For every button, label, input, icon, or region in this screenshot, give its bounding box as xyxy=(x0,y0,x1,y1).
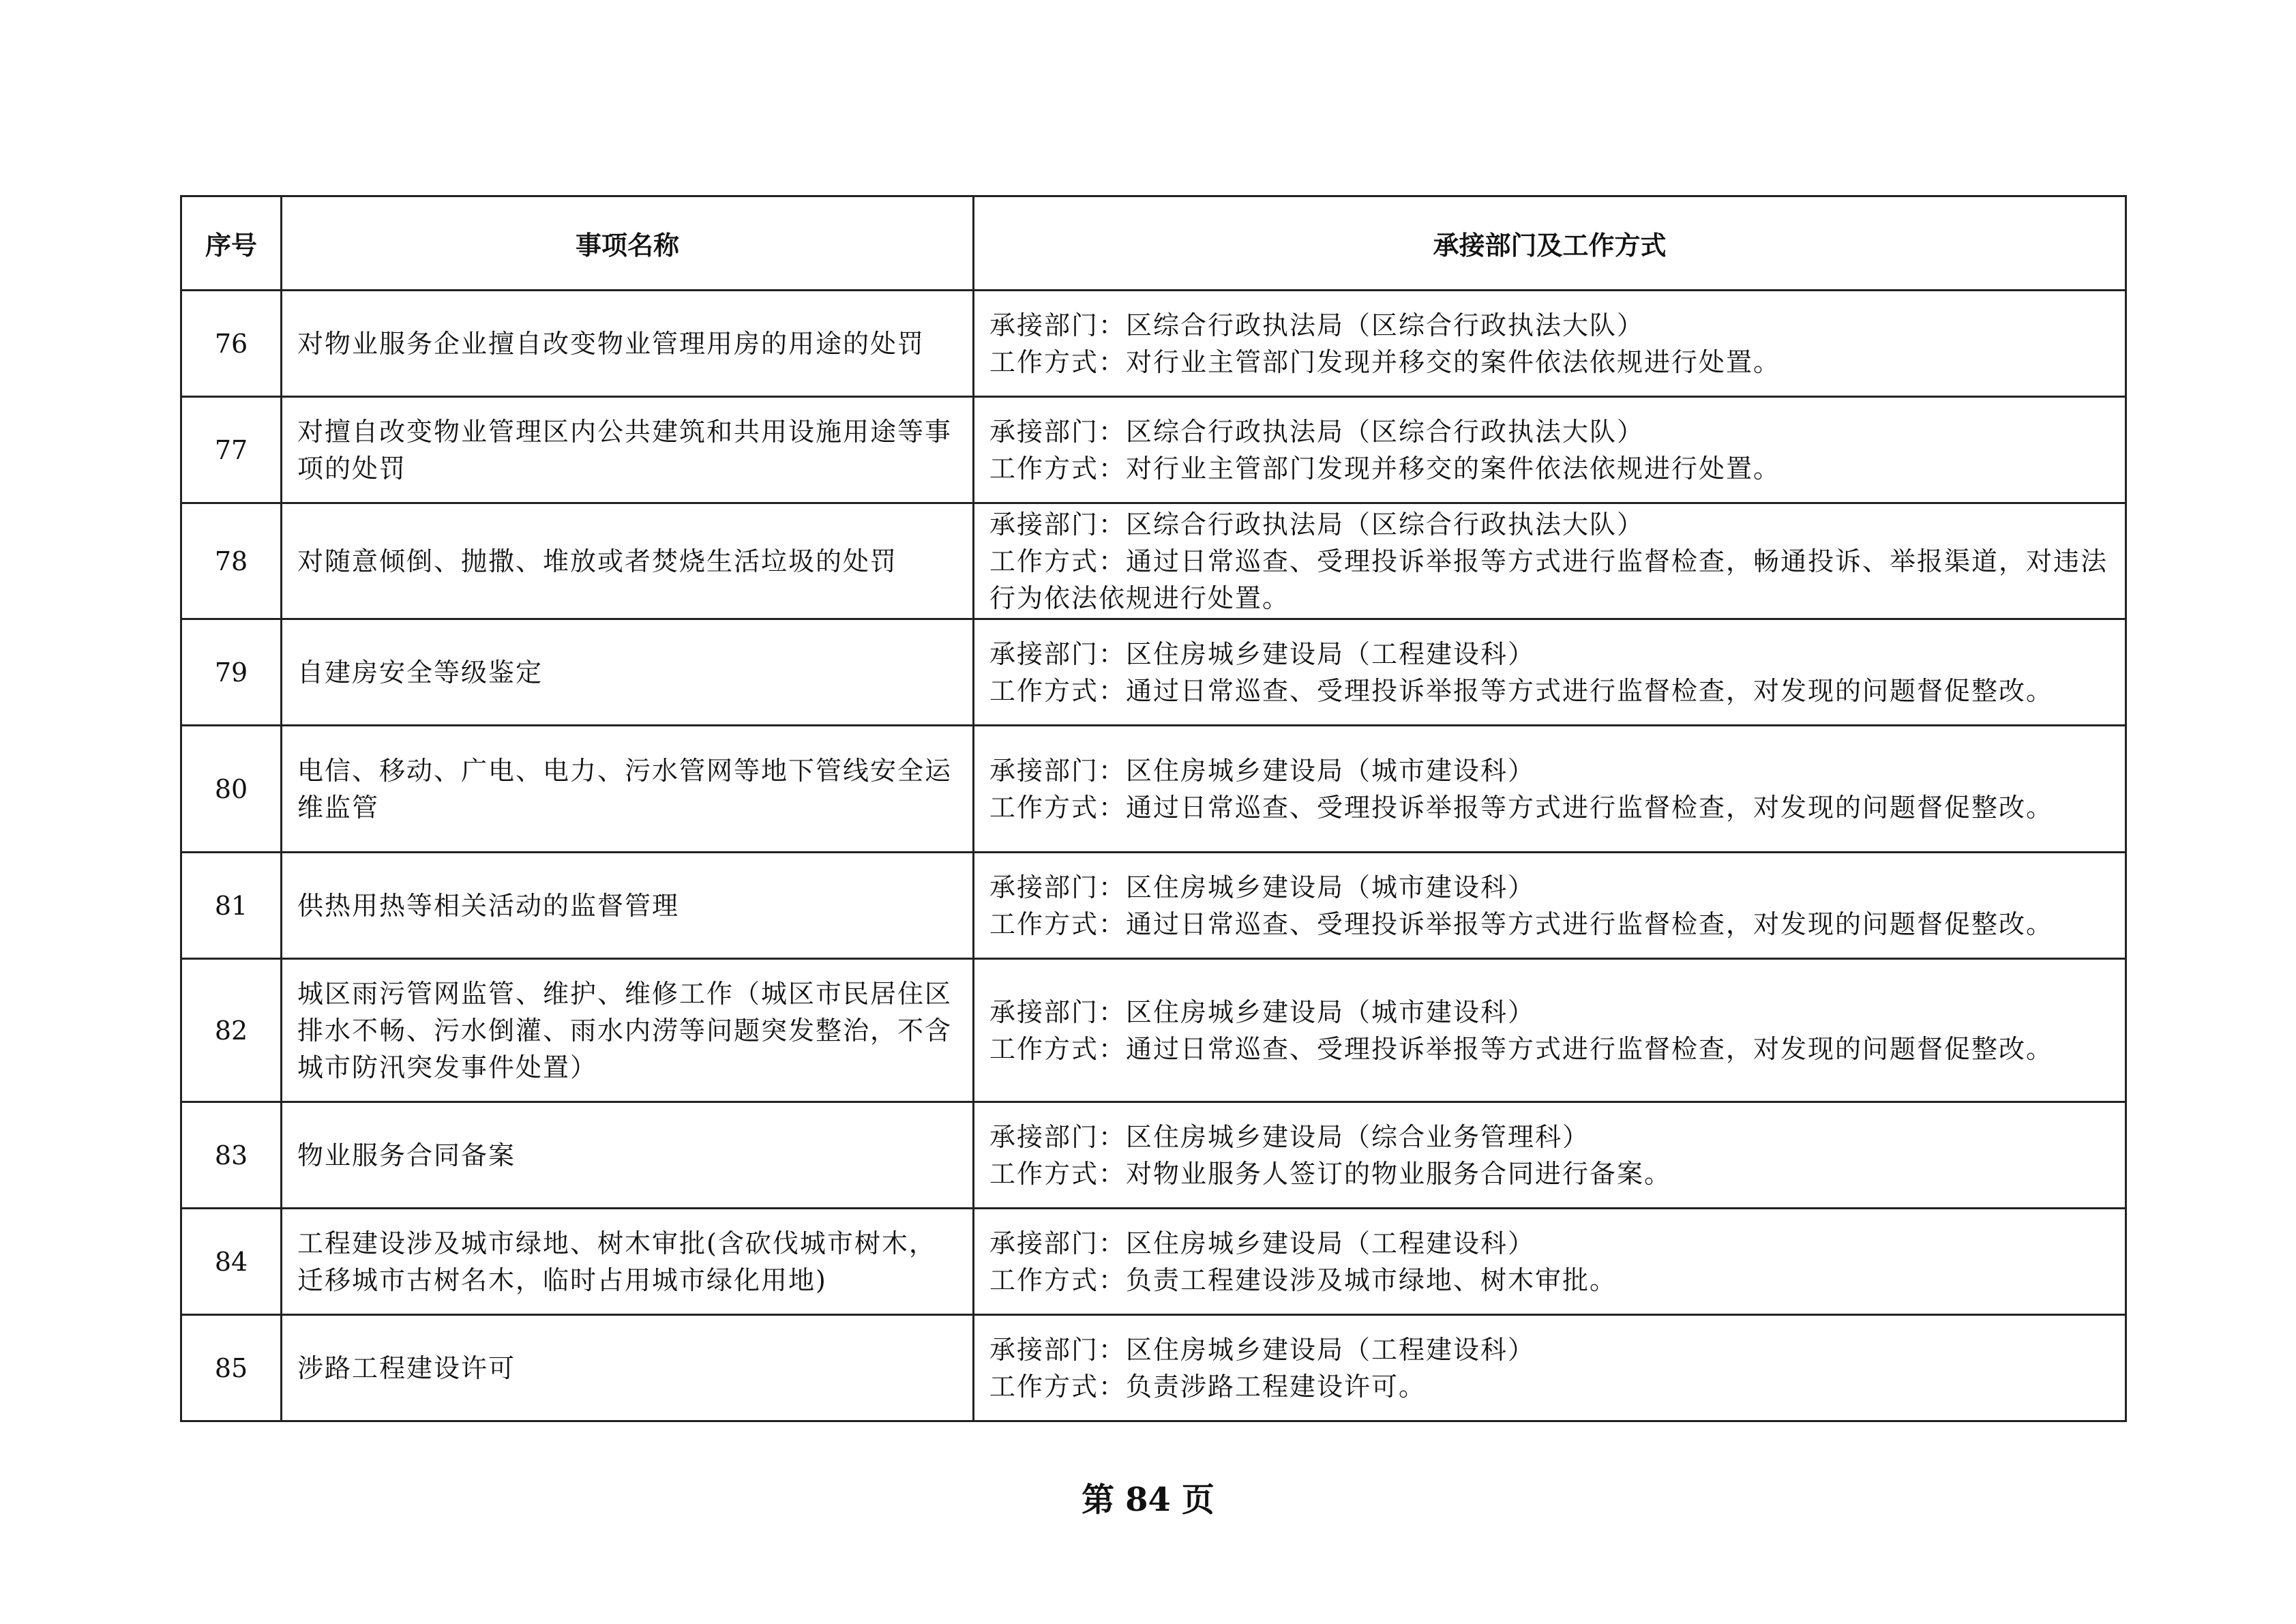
footer-prefix: 第 xyxy=(1082,1481,1115,1519)
page-number: 84 xyxy=(1125,1481,1171,1519)
row-serial: 76 xyxy=(181,291,282,397)
row-item-name: 城区雨污管网监管、维护、维修工作（城区市民居住区排水不畅、污水倒灌、雨水内涝等问题突发整治，不含城市防汛突发事件处置） xyxy=(282,959,974,1102)
row-item-name: 自建房安全等级鉴定 xyxy=(282,619,974,726)
row-dept-method xyxy=(974,291,2126,397)
row-dept: 承接部门：区住房城乡建设局（工程建设科） xyxy=(989,1334,1536,1365)
row-item-name: 电信、移动、广电、电力、污水管网等地下管线安全运维监管 xyxy=(282,726,974,853)
row-item-name: 工程建设涉及城市绿地、树木审批(含砍伐城市树木，迁移城市古树名木，临时占用城市绿化用地) xyxy=(282,1209,974,1315)
row-dept-method xyxy=(974,853,2126,959)
row-method: 工作方式：通过日常巡查、受理投诉举报等方式进行监督检查，对发现的问题督促整改。 xyxy=(989,792,2054,823)
header-item-name: 事项名称 xyxy=(282,196,974,291)
row-dept: 承接部门：区住房城乡建设局（城市建设科） xyxy=(989,996,1536,1027)
row-item-name: 涉路工程建设许可 xyxy=(282,1315,974,1421)
table-row xyxy=(181,503,2126,619)
row-dept-method xyxy=(974,959,2126,1102)
row-dept-method xyxy=(974,503,2126,619)
row-dept-method xyxy=(974,726,2126,853)
row-dept: 承接部门：区综合行政执法局（区综合行政执法大队） xyxy=(989,509,1645,540)
row-serial: 78 xyxy=(181,503,282,619)
table-row xyxy=(181,1209,2126,1315)
table-row xyxy=(181,397,2126,503)
row-dept-method xyxy=(974,1315,2126,1421)
row-dept-method xyxy=(974,619,2126,726)
table-row xyxy=(181,726,2126,853)
row-item-name: 对物业服务企业擅自改变物业管理用房的用途的处罚 xyxy=(282,291,974,397)
row-dept-method xyxy=(974,1102,2126,1209)
row-serial: 85 xyxy=(181,1315,282,1421)
row-item-name: 供热用热等相关活动的监督管理 xyxy=(282,853,974,959)
row-method: 工作方式：通过日常巡查、受理投诉举报等方式进行监督检查，对发现的问题督促整改。 xyxy=(989,909,2054,939)
table-row xyxy=(181,291,2126,397)
table-row xyxy=(181,853,2126,959)
table-row xyxy=(181,619,2126,726)
row-method: 工作方式：对物业服务人签订的物业服务合同进行备案。 xyxy=(989,1158,1672,1189)
row-dept-method xyxy=(974,397,2126,503)
row-dept: 承接部门：区综合行政执法局（区综合行政执法大队） xyxy=(989,416,1645,447)
row-method: 工作方式：通过日常巡查、受理投诉举报等方式进行监督检查，畅通投诉、举报渠道，对违法行为依法依规进行处置。 xyxy=(989,546,2108,613)
row-serial: 82 xyxy=(181,959,282,1102)
row-item-name: 对擅自改变物业管理区内公共建筑和共用设施用途等事项的处罚 xyxy=(282,397,974,503)
table-row xyxy=(181,1102,2126,1209)
row-dept: 承接部门：区住房城乡建设局（工程建设科） xyxy=(989,638,1536,669)
row-serial: 80 xyxy=(181,726,282,853)
row-serial: 84 xyxy=(181,1209,282,1315)
header-serial: 序号 xyxy=(181,196,282,291)
row-item-name: 物业服务合同备案 xyxy=(282,1102,974,1209)
row-dept: 承接部门：区住房城乡建设局（综合业务管理科） xyxy=(989,1121,1590,1152)
row-dept: 承接部门：区住房城乡建设局（工程建设科） xyxy=(989,1228,1536,1258)
footer-suffix: 页 xyxy=(1181,1481,1214,1519)
row-method: 工作方式：负责工程建设涉及城市绿地、树木审批。 xyxy=(989,1265,1617,1295)
table-row xyxy=(181,959,2126,1102)
row-serial: 79 xyxy=(181,619,282,726)
row-method: 工作方式：通过日常巡查、受理投诉举报等方式进行监督检查，对发现的问题督促整改。 xyxy=(989,675,2054,706)
items-table xyxy=(180,195,2127,1422)
row-method: 工作方式：对行业主管部门发现并移交的案件依法依规进行处置。 xyxy=(989,346,1781,377)
row-dept: 承接部门：区住房城乡建设局（城市建设科） xyxy=(989,755,1536,786)
row-dept: 承接部门：区住房城乡建设局（城市建设科） xyxy=(989,872,1536,902)
row-dept-method xyxy=(974,1209,2126,1315)
row-method: 工作方式：对行业主管部门发现并移交的案件依法依规进行处置。 xyxy=(989,453,1781,484)
table-header xyxy=(181,196,2126,291)
row-method: 工作方式：通过日常巡查、受理投诉举报等方式进行监督检查，对发现的问题督促整改。 xyxy=(989,1033,2054,1064)
row-serial: 81 xyxy=(181,853,282,959)
row-serial: 83 xyxy=(181,1102,282,1209)
page-footer xyxy=(0,1473,2296,1520)
row-method: 工作方式：负责涉路工程建设许可。 xyxy=(989,1371,1427,1402)
row-item-name: 对随意倾倒、抛撒、堆放或者焚烧生活垃圾的处罚 xyxy=(282,503,974,619)
header-dept-method: 承接部门及工作方式 xyxy=(974,196,2126,291)
row-dept: 承接部门：区综合行政执法局（区综合行政执法大队） xyxy=(989,310,1645,340)
table-row xyxy=(181,1315,2126,1421)
row-serial: 77 xyxy=(181,397,282,503)
